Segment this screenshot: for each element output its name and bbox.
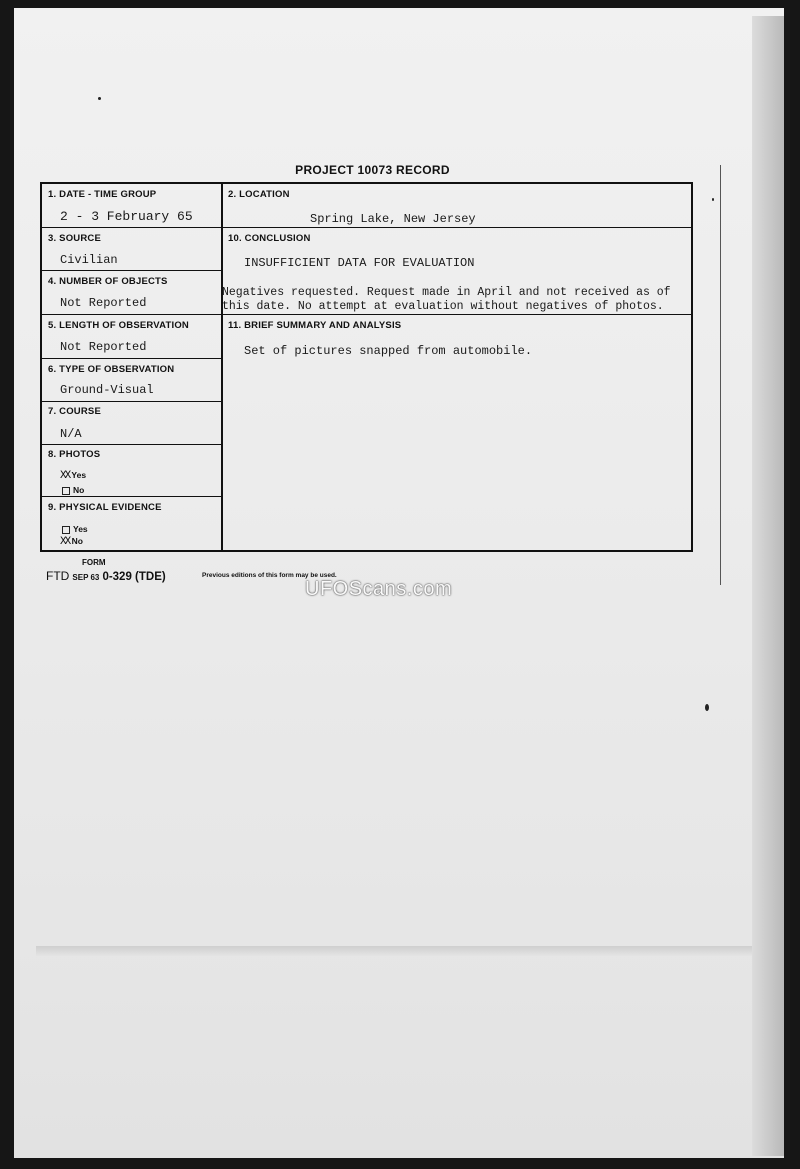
photos-no-text: No [73,485,85,495]
conclusion-label: 10. CONCLUSION [228,233,311,244]
checkbox-empty-icon [62,526,70,534]
row-divider [42,314,221,315]
paper-fold [36,946,752,956]
form-number: 0-329 (TDE) [102,571,166,583]
date-time-group-label: 1. DATE - TIME GROUP [48,189,157,200]
scan-line [720,165,721,585]
row-divider [221,227,691,228]
form-date: SEP 63 [72,573,100,582]
course-value: N/A [60,427,82,441]
number-of-objects-value: Not Reported [60,296,147,310]
photos-yes-option [60,470,86,482]
conclusion-note-line-1: Negatives requested. Request made in April and not received as of [222,286,671,299]
conclusion-value: INSUFFICIENT DATA FOR EVALUATION [244,256,475,270]
row-divider [42,401,221,402]
paper-edge [752,16,784,1156]
page-title: PROJECT 10073 RECORD [295,163,450,177]
physical-evidence-yes-text: Yes [73,524,88,534]
row-divider [42,227,221,228]
brief-summary-value: Set of pictures snapped from automobile. [244,344,533,358]
date-time-group-value: 2 - 3 February 65 [60,209,193,224]
row-divider [42,496,221,497]
type-of-observation-label: 6. TYPE OF OBSERVATION [48,364,175,375]
physical-evidence-no-mark: XX [60,536,70,548]
source-value: Civilian [60,253,118,267]
record-form [40,182,693,552]
form-word: FORM [82,558,106,567]
course-label: 7. COURSE [48,406,102,417]
physical-evidence-label: 9. PHYSICAL EVIDENCE [48,502,162,513]
form-id-prefix: FTD [46,569,70,583]
scan-speck [98,97,101,100]
row-divider [42,444,221,445]
scan-speck [705,704,709,711]
type-of-observation-value: Ground-Visual [60,383,154,397]
row-divider [42,358,221,359]
physical-evidence-yes-option [62,524,88,534]
number-of-objects-label: 4. NUMBER OF OBJECTS [48,276,168,287]
photos-yes-text: Yes [71,470,87,480]
photos-yes-mark: XX [60,470,70,482]
row-divider [42,270,221,271]
column-divider [221,184,223,550]
row-divider [221,314,691,315]
length-of-observation-value: Not Reported [60,340,147,354]
checkbox-empty-icon [62,487,70,495]
length-of-observation-label: 5. LENGTH OF OBSERVATION [48,320,189,331]
conclusion-note-line-2: this date. No attempt at evaluation without negatives of photos. [222,300,664,313]
form-id [46,569,166,583]
scan-speck [712,198,714,201]
form-edition-note: Previous editions of this form may be used. [202,572,337,579]
physical-evidence-no-option [60,536,83,548]
location-label: 2. LOCATION [228,189,290,200]
photos-no-option [62,485,84,495]
brief-summary-label: 11. BRIEF SUMMARY AND ANALYSIS [228,320,402,331]
location-value: Spring Lake, New Jersey [310,212,476,226]
source-label: 3. SOURCE [48,233,102,244]
photos-label: 8. PHOTOS [48,449,101,460]
watermark: UFOScans.com [305,578,453,600]
physical-evidence-no-text: No [71,536,83,546]
